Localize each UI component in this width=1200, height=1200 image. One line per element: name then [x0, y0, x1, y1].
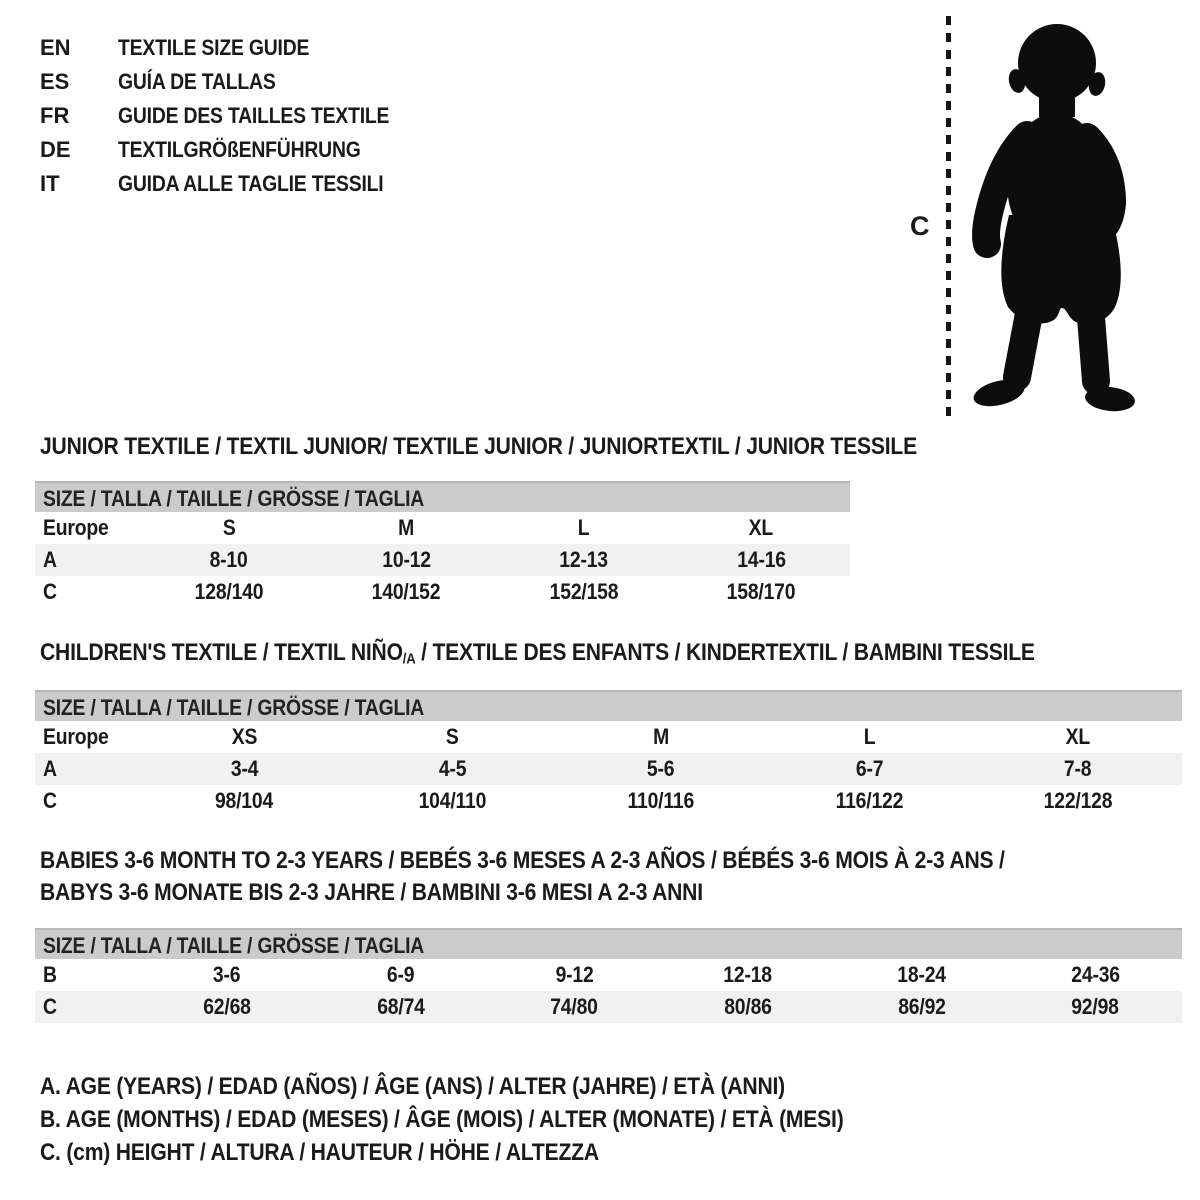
age-months-cell: 24-36	[1070, 962, 1120, 987]
age-months-cell: 12-18	[723, 962, 773, 987]
language-code: EN	[40, 35, 71, 60]
size-cell: S	[222, 515, 236, 540]
nino-a-subscript: /A	[402, 651, 416, 668]
table-row	[35, 544, 850, 576]
children-section-heading: CHILDREN'S TEXTILE / TEXTIL NIÑO/A / TEXTILE DES ENFANTS / KINDERTEXTIL / BAMBINI TESSILE	[40, 639, 1035, 668]
age-cell: 10-12	[381, 547, 431, 572]
size-cell: L	[577, 515, 590, 540]
row-label: C	[43, 994, 57, 1019]
height-cell: 116/122	[835, 788, 904, 813]
age-cell: 14-16	[736, 547, 786, 572]
size-cell: L	[863, 724, 876, 749]
language-list	[40, 31, 426, 201]
height-cell: 152/158	[549, 579, 619, 604]
height-cell: 128/140	[194, 579, 264, 604]
height-cell: 62/68	[203, 994, 251, 1019]
language-code: DE	[40, 137, 71, 162]
height-cell: 92/98	[1071, 994, 1119, 1019]
language-row-fr	[40, 99, 426, 133]
children-size-table	[35, 690, 1182, 817]
height-cell: 80/86	[724, 994, 772, 1019]
height-cell: 140/152	[371, 579, 441, 604]
height-cell: 74/80	[550, 994, 598, 1019]
language-row-it	[40, 167, 426, 201]
language-title: TEXTILE SIZE GUIDE	[118, 35, 310, 60]
height-cell: 158/170	[726, 579, 796, 604]
size-cell: M	[398, 515, 415, 540]
size-cell: XL	[1065, 724, 1090, 749]
row-label: C	[43, 788, 57, 813]
age-months-cell: 9-12	[555, 962, 594, 987]
legend-row-a: A. AGE (YEARS) / EDAD (AÑOS) / ÂGE (ANS) / ALTER (JAHRE) / ETÀ (ANNI)	[40, 1073, 785, 1100]
height-measure-label: C	[910, 211, 930, 241]
row-label: Europe	[43, 724, 109, 749]
size-cell: S	[446, 724, 459, 749]
babies-size-table	[35, 928, 1182, 1023]
size-header-bar: SIZE / TALLA / TAILLE / GRÖSSE / TAGLIA	[35, 481, 850, 512]
age-cell: 4-5	[438, 756, 467, 781]
language-title: GUIDA ALLE TAGLIE TESSILI	[118, 171, 384, 196]
height-cell: 122/128	[1043, 788, 1113, 813]
age-months-cell: 3-6	[213, 962, 241, 987]
table-row	[35, 785, 1182, 817]
size-header-bar: SIZE / TALLA / TAILLE / GRÖSSE / TAGLIA	[35, 690, 1182, 721]
row-label: B	[43, 962, 57, 987]
legend-row-b: B. AGE (MONTHS) / EDAD (MESES) / ÂGE (MOIS) / ALTER (MONATE) / ETÀ (MESI)	[40, 1106, 844, 1133]
babies-heading-line2: BABYS 3-6 MONATE BIS 2-3 JAHRE / BAMBINI 3-6 MESI A 2-3 ANNI	[40, 879, 703, 906]
row-label: C	[43, 579, 57, 604]
language-title: GUÍA DE TALLAS	[118, 69, 276, 94]
toddler-silhouette	[963, 15, 1138, 415]
language-code: ES	[40, 69, 70, 94]
language-row-de	[40, 133, 426, 167]
height-cell: 104/110	[418, 788, 487, 813]
language-code: FR	[40, 103, 70, 128]
junior-size-table	[35, 481, 850, 608]
age-months-cell: 6-9	[386, 962, 415, 987]
height-measure-dashed-line	[946, 16, 951, 416]
age-cell: 6-7	[855, 756, 884, 781]
row-label: Europe	[43, 515, 109, 540]
height-cell: 68/74	[376, 994, 425, 1019]
size-cell: XS	[231, 724, 257, 749]
table-row	[35, 512, 850, 544]
row-label: A	[43, 756, 57, 781]
height-cell: 86/92	[897, 994, 946, 1019]
age-cell: 7-8	[1064, 756, 1092, 781]
language-row-es	[40, 65, 426, 99]
language-title: GUIDE DES TAILLES TEXTILE	[118, 103, 390, 128]
junior-section-heading: JUNIOR TEXTILE / TEXTIL JUNIOR/ TEXTILE JUNIOR / JUNIORTEXTIL / JUNIOR TESSILE	[40, 433, 917, 460]
table-row	[35, 991, 1182, 1023]
height-cell: 98/104	[215, 788, 274, 813]
row-label: A	[43, 547, 57, 572]
legend-row-c: C. (cm) HEIGHT / ALTURA / HAUTEUR / HÖHE / ALTEZZA	[40, 1139, 599, 1166]
language-code: IT	[40, 171, 60, 196]
language-title: TEXTILGRÖßENFÜHRUNG	[118, 137, 361, 162]
age-cell: 12-13	[559, 547, 609, 572]
language-row-en	[40, 31, 426, 65]
table-row	[35, 753, 1182, 785]
babies-section-heading	[40, 845, 1136, 909]
age-months-cell: 18-24	[897, 962, 946, 987]
age-cell: 3-4	[230, 756, 258, 781]
size-cell: M	[653, 724, 669, 749]
size-header-bar: SIZE / TALLA / TAILLE / GRÖSSE / TAGLIA	[35, 928, 1182, 959]
legend	[40, 1070, 953, 1169]
height-cell: 110/116	[627, 788, 695, 813]
babies-heading-line1: BABIES 3-6 MONTH TO 2-3 YEARS / BEBÉS 3-6 MESES A 2-3 AÑOS / BÉBÉS 3-6 MOIS À 2-3 ANS /	[40, 847, 1005, 874]
age-cell: 8-10	[209, 547, 248, 572]
table-row	[35, 721, 1182, 753]
size-cell: XL	[749, 515, 774, 540]
table-row	[35, 959, 1182, 991]
table-row	[35, 576, 850, 608]
age-cell: 5-6	[647, 756, 675, 781]
